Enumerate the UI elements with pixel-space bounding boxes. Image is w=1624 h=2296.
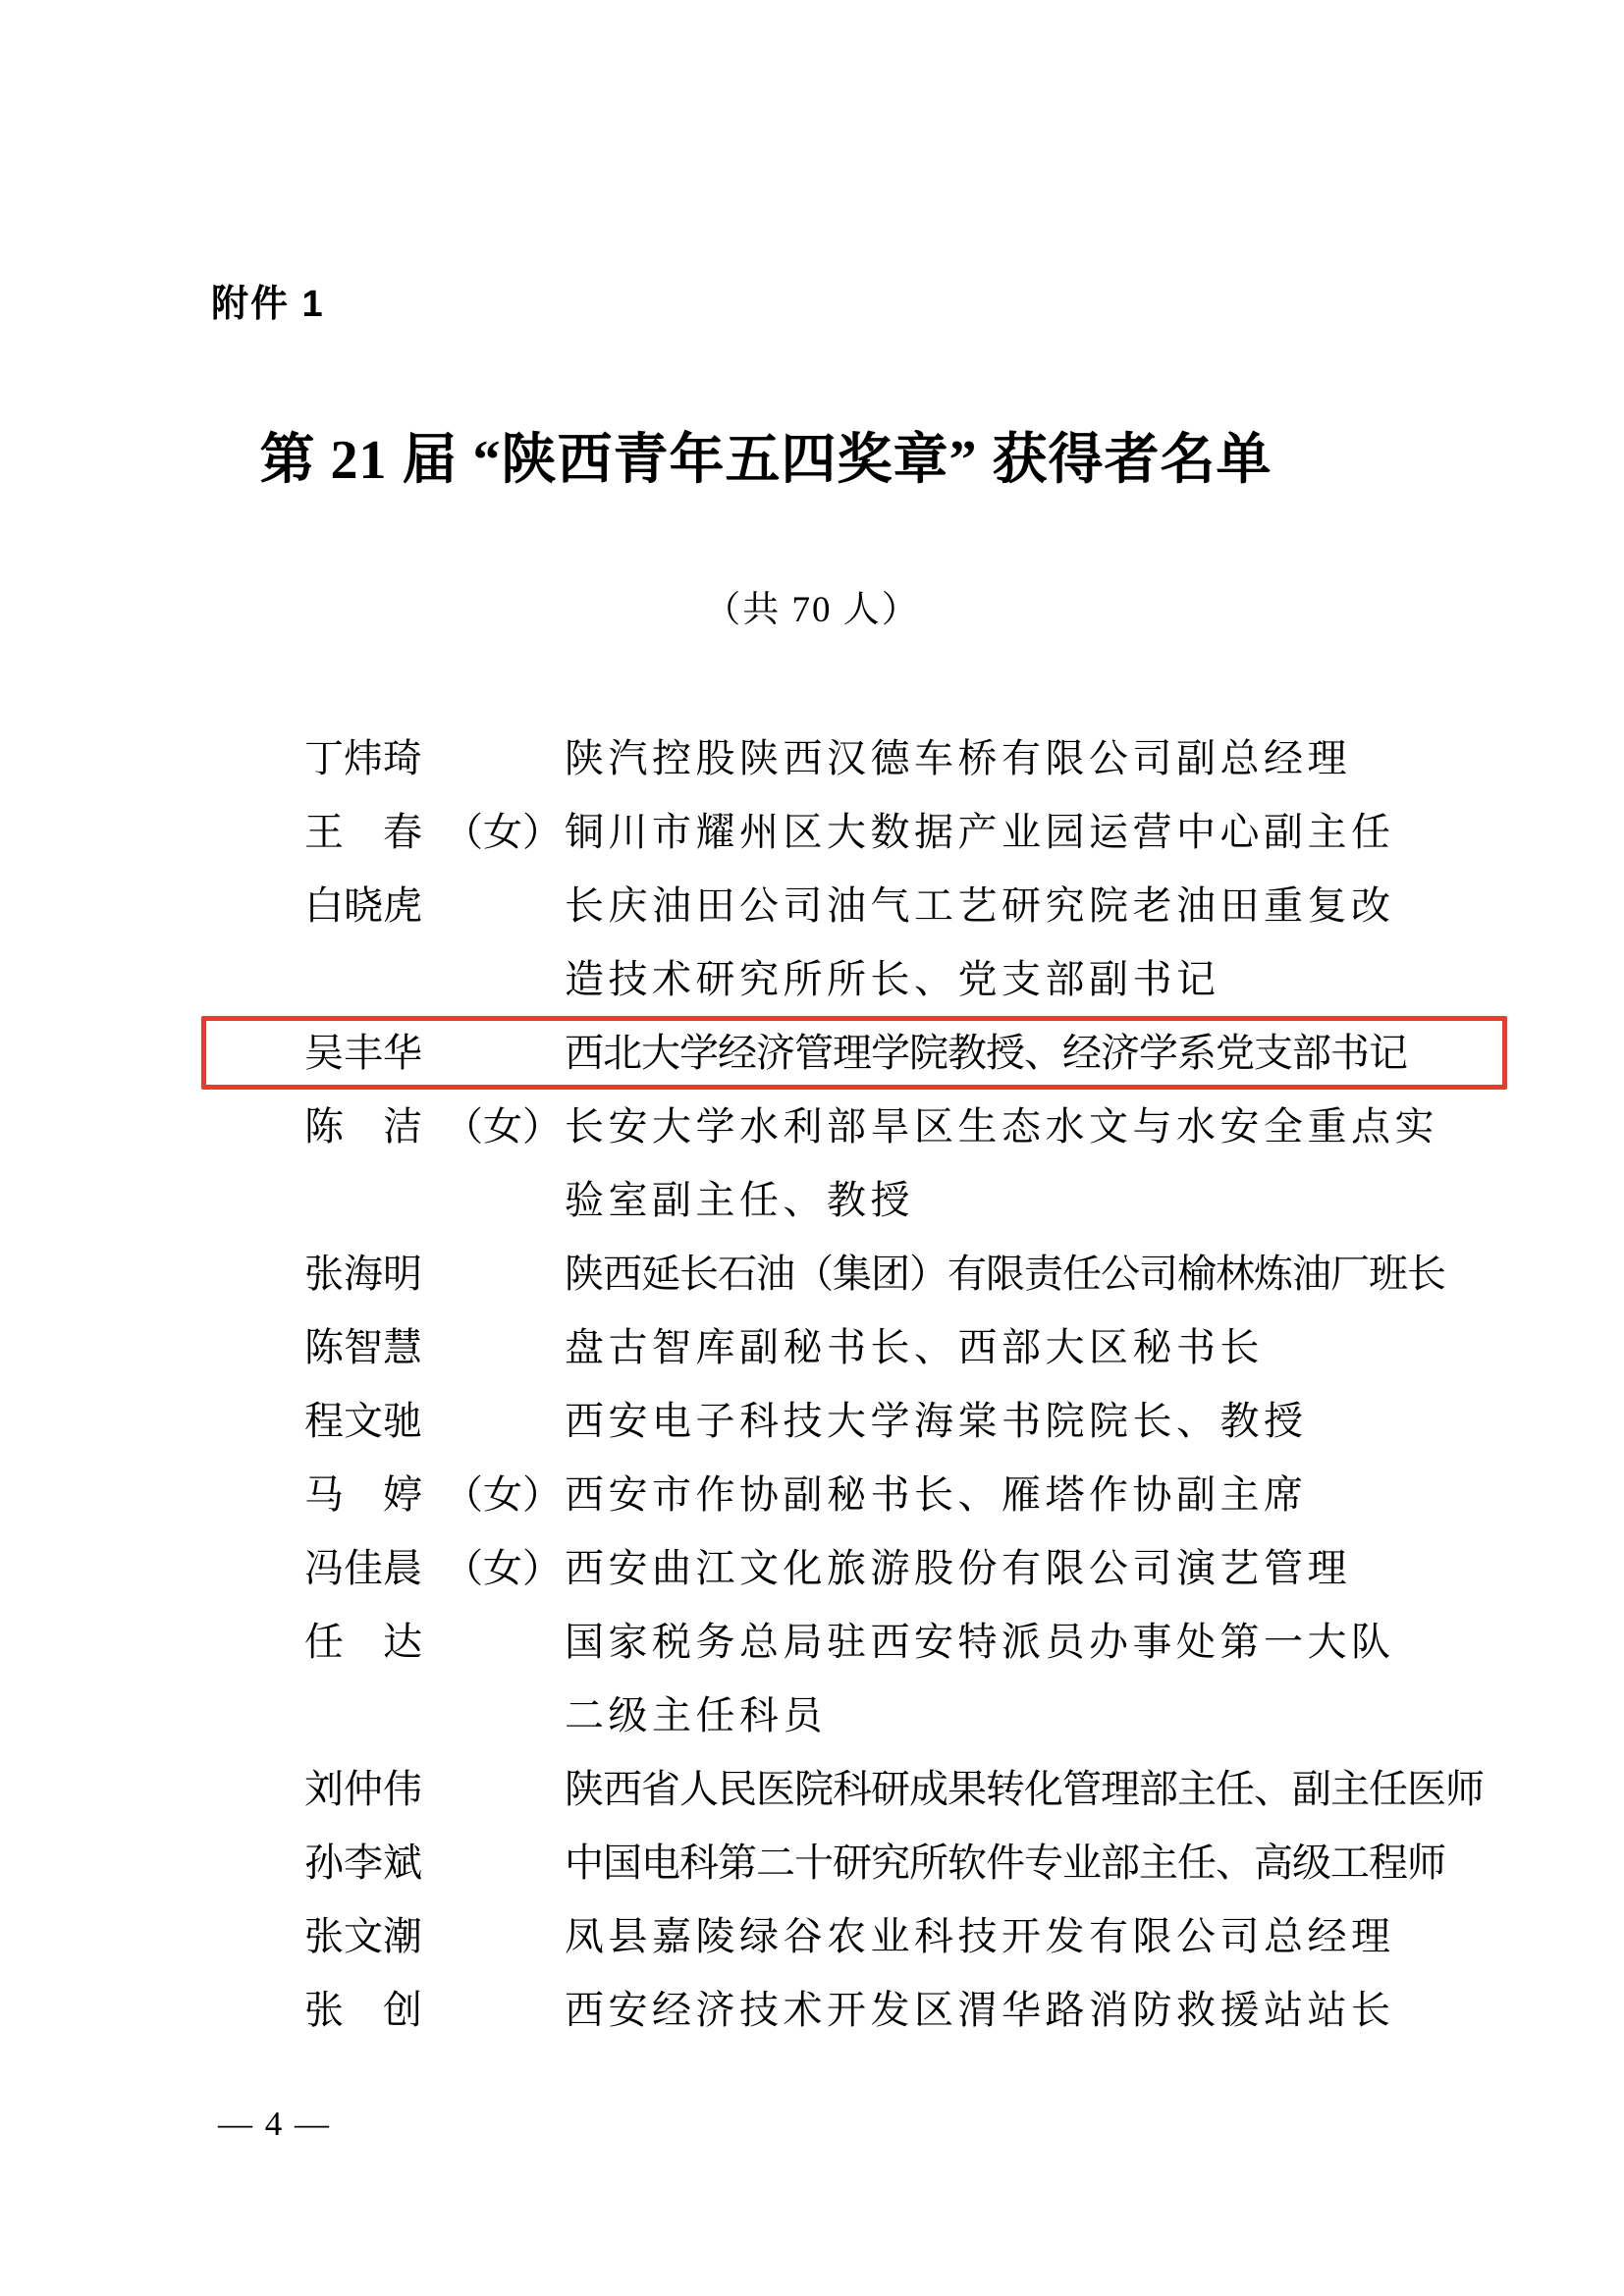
- recipient-name: 吴丰华: [304, 1031, 422, 1075]
- recipient-title-continuation: 造技术研究所所长、党支部副书记: [565, 957, 1220, 1001]
- recipient-name: 程文驰: [304, 1399, 422, 1443]
- recipient-row: [0, 1752, 1624, 1826]
- recipient-title: 长庆油田公司油气工艺研究院老油田重复改: [565, 883, 1395, 928]
- recipient-title: 长安大学水利部旱区生态水文与水安全重点实: [565, 1104, 1438, 1148]
- recipient-row: [0, 1310, 1624, 1384]
- recipient-row: [0, 869, 1624, 942]
- continuation-row: [0, 1679, 1624, 1752]
- recipient-row: [0, 1458, 1624, 1531]
- recipient-row: [0, 1531, 1624, 1605]
- recipient-gender-note: （女）: [444, 1472, 562, 1517]
- recipient-title: 西安市作协副秘书长、雁塔作协副主席: [565, 1472, 1308, 1517]
- recipient-title: 中国电科第二十研究所软件专业部主任、高级工程师: [565, 1841, 1445, 1885]
- recipient-title: 陕西省人民医院科研成果转化管理部主任、副主任医师: [565, 1767, 1484, 1811]
- recipient-row: [0, 1090, 1624, 1163]
- recipient-name: 白晓虎: [304, 883, 422, 928]
- recipient-row: [0, 795, 1624, 869]
- recipient-name: 陈智慧: [304, 1325, 422, 1369]
- attachment-label: 附件 1: [211, 284, 325, 325]
- recipient-title: 陕西延长石油（集团）有限责任公司榆林炼油厂班长: [565, 1252, 1445, 1296]
- recipient-title: 西北大学经济管理学院教授、经济学系党支部书记: [565, 1031, 1407, 1075]
- recipient-row: [0, 1826, 1624, 1899]
- continuation-row: [0, 942, 1624, 1016]
- recipient-name: 任 达: [304, 1620, 422, 1664]
- recipient-title: 盘古智库副秘书长、西部大区秘书长: [565, 1325, 1264, 1369]
- recipient-name: 马 婷: [304, 1472, 422, 1517]
- recipient-gender-note: （女）: [444, 1546, 562, 1590]
- recipient-row-highlighted: [0, 1016, 1624, 1090]
- recipient-title: 西安电子科技大学海棠书院院长、教授: [565, 1399, 1308, 1443]
- recipient-row: [0, 1384, 1624, 1458]
- recipient-name: 张 创: [304, 1988, 422, 2032]
- recipient-title: 铜川市耀州区大数据产业园运营中心副主任: [565, 810, 1395, 854]
- recipient-gender-note: （女）: [444, 1104, 562, 1148]
- recipient-name: 丁炜琦: [304, 736, 422, 780]
- recipient-title-continuation: 二级主任科员: [565, 1693, 827, 1737]
- recipient-name: 王 春: [304, 810, 422, 854]
- recipient-name: 张文潮: [304, 1914, 422, 1958]
- recipient-name: 刘仲伟: [304, 1767, 422, 1811]
- recipient-gender-note: （女）: [444, 810, 562, 854]
- recipient-row: [0, 1237, 1624, 1310]
- recipient-name: 张海明: [304, 1252, 422, 1296]
- recipient-title-continuation: 验室副主任、教授: [565, 1178, 914, 1222]
- recipient-name: 孙李斌: [304, 1841, 422, 1885]
- page-number: — 4 —: [218, 2105, 331, 2143]
- recipient-title: 西安经济技术开发区渭华路消防救援站站长: [565, 1988, 1395, 2032]
- recipient-list: [0, 721, 1624, 2047]
- total-count-subtitle: （共 70 人）: [704, 590, 920, 630]
- recipient-title: 国家税务总局驻西安特派员办事处第一大队: [565, 1620, 1395, 1664]
- recipient-row: [0, 1605, 1624, 1679]
- recipient-title: 西安曲江文化旅游股份有限公司演艺管理: [565, 1546, 1351, 1590]
- continuation-row: [0, 1163, 1624, 1237]
- recipient-row: [0, 721, 1624, 795]
- recipient-name: 陈 洁: [304, 1104, 422, 1148]
- recipient-row: [0, 1973, 1624, 2047]
- recipient-title: 凤县嘉陵绿谷农业科技开发有限公司总经理: [565, 1914, 1395, 1958]
- recipient-title: 陕汽控股陕西汉德车桥有限公司副总经理: [565, 736, 1351, 780]
- recipient-name: 冯佳晨: [304, 1546, 422, 1590]
- recipient-row: [0, 1899, 1624, 1973]
- page-title: 第 21 届 “陕西青年五四奖章” 获得者名单: [259, 430, 1272, 491]
